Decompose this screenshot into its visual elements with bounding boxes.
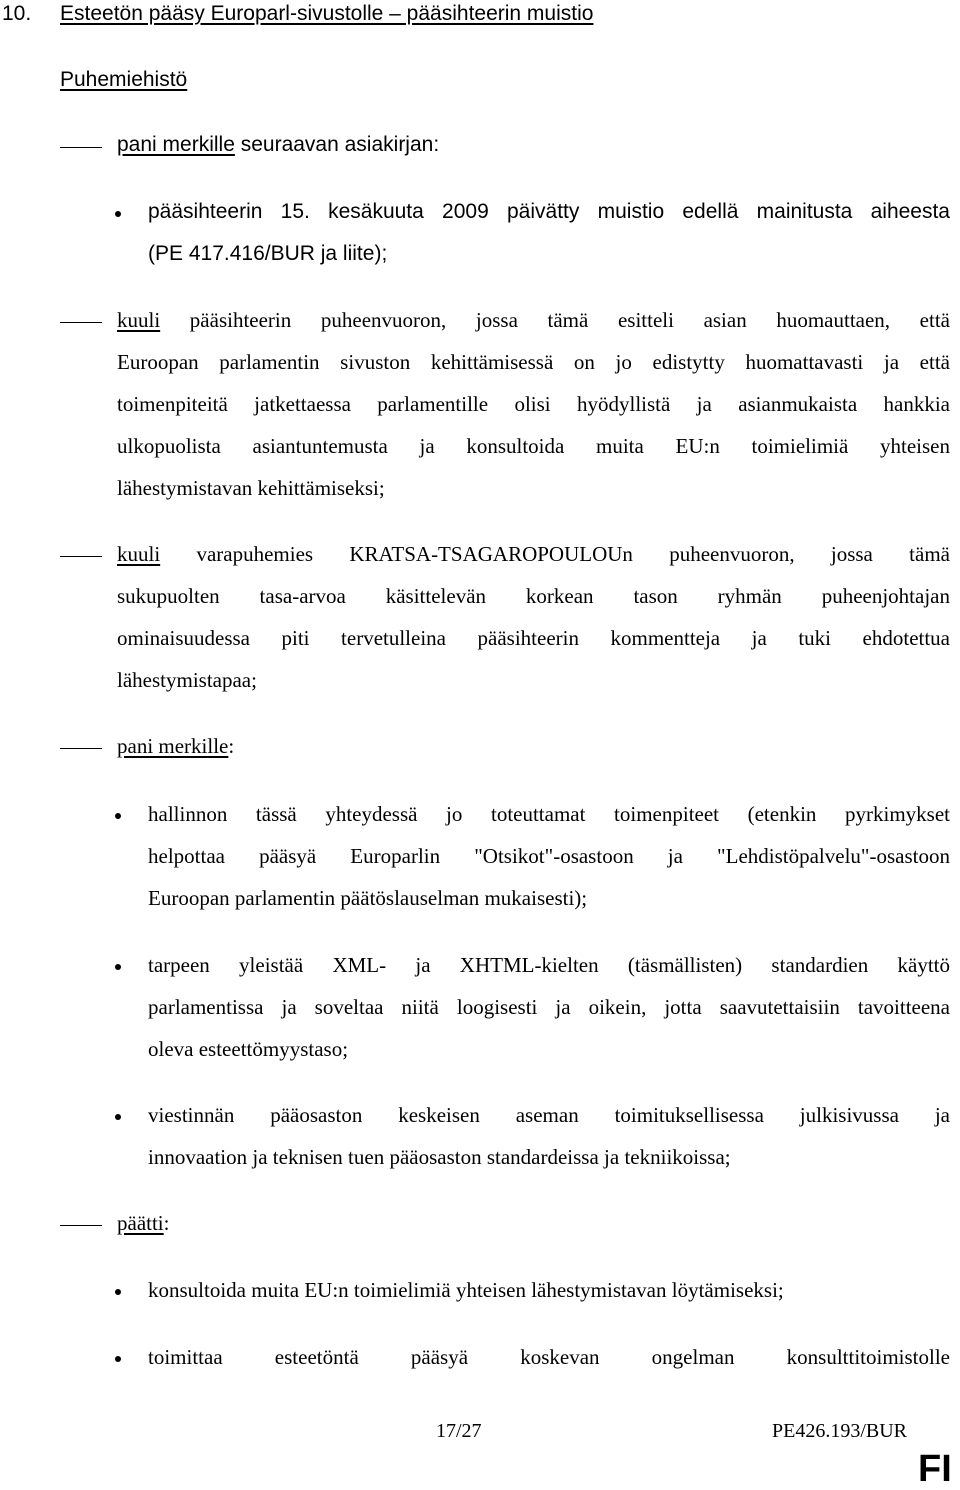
decision-1-line	[117, 133, 439, 157]
d3-line1	[117, 542, 950, 567]
dash-marker	[60, 1225, 102, 1226]
d2-line2: Euroopan parlamentin sivuston kehittämisessä on jo edistytty huomattavasti ja että	[117, 350, 950, 374]
body-name: Puhemiehistö	[60, 68, 188, 91]
d3-line1-rest: varapuhemies KRATSA-TSAGAROPOULOUn puheenvuoron, jossa tämä	[160, 542, 950, 566]
bullet-marker	[115, 813, 121, 819]
item-title: Esteetön pääsy Europarl-sivustolle – pääsihteerin muistio	[60, 2, 594, 25]
d2-line1-rest: pääsihteerin puheenvuoron, jossa tämä esitteli asian huomauttaen, että	[160, 308, 950, 332]
dash-marker	[60, 322, 102, 323]
d4-b3-line1: viestinnän pääosaston keskeisen aseman toimituksellisessa julkisivussa ja	[148, 1103, 950, 1127]
bullet-marker	[115, 1289, 121, 1295]
d4-b2-line3: oleva esteettömyystaso;	[148, 1037, 349, 1061]
bullet-marker	[115, 1356, 121, 1362]
decision-1-verb: pani merkille	[117, 133, 235, 156]
d4-b1-line1: hallinnon tässä yhteydessä jo toteuttamat toimenpiteet (etenkin pyrkimykset	[148, 802, 950, 826]
d4-b1-line3: Euroopan parlamentin päätöslauselman mukaisesti);	[148, 886, 588, 910]
d5-line	[117, 1211, 170, 1236]
bullet-marker	[115, 1114, 121, 1120]
item-number: 10.	[2, 2, 32, 25]
d4-line	[117, 734, 234, 759]
d1-bullet-line2: (PE 417.416/BUR ja liite);	[148, 242, 388, 265]
d2-verb: kuuli	[117, 308, 161, 332]
dash-marker	[60, 556, 102, 557]
d1-bullet-line1: pääsihteerin 15. kesäkuuta 2009 päivätty muistio edellä mainitusta aiheesta	[148, 200, 950, 223]
d4-b2-line1: tarpeen yleistää XML- ja XHTML-kielten (täsmällisten) standardien käyttö	[148, 953, 950, 977]
d3-line2: sukupuolten tasa-arvoa käsittelevän korkean tason ryhmän puheenjohtajan	[117, 584, 950, 608]
d4-b3-line2: innovaation ja teknisen tuen pääosaston standardeissa ja tekniikoissa;	[148, 1145, 731, 1169]
d3-line3: ominaisuudessa piti tervetulleina pääsihteerin kommentteja ja tuki ehdotettua	[117, 626, 950, 650]
d5-b1: konsultoida muita EU:n toimielimiä yhteisen lähestymistavan löytämiseksi;	[148, 1278, 784, 1302]
d5-rest: :	[163, 1211, 170, 1235]
dash-marker	[60, 748, 102, 749]
bullet-marker	[115, 211, 121, 217]
d2-line4: ulkopuolista asiantuntemusta ja konsultoida muita EU:n toimielimiä yhteisen	[117, 434, 950, 458]
decision-1-rest: seuraavan asiakirjan:	[234, 133, 440, 156]
document-reference: PE426.193/BUR	[772, 1420, 908, 1442]
page-number: 17/27	[436, 1420, 482, 1442]
language-code: FI	[918, 1448, 952, 1490]
d4-verb: pani merkille	[117, 734, 229, 758]
d4-b1-line2: helpottaa pääsyä Europarlin "Otsikot"-osastoon ja "Lehdistöpalvelu"-osastoon	[148, 844, 950, 868]
d2-line5: lähestymistavan kehittämiseksi;	[117, 476, 385, 500]
d5-verb: päätti	[117, 1211, 164, 1235]
d4-rest: :	[228, 734, 235, 758]
d3-line4: lähestymistapaa;	[117, 668, 257, 692]
dash-marker	[60, 147, 102, 148]
d2-line1	[117, 308, 950, 333]
d5-b2: toimittaa esteetöntä pääsyä koskevan ongelman konsulttitoimistolle	[148, 1345, 950, 1369]
d3-verb: kuuli	[117, 542, 161, 566]
d2-line3: toimenpiteitä jatkettaessa parlamentille olisi hyödyllistä ja asianmukaista hankkia	[117, 392, 950, 416]
bullet-marker	[115, 964, 121, 970]
d4-b2-line2: parlamentissa ja soveltaa niitä loogisesti ja oikein, jotta saavutettaisiin tavoitteena	[148, 995, 950, 1019]
